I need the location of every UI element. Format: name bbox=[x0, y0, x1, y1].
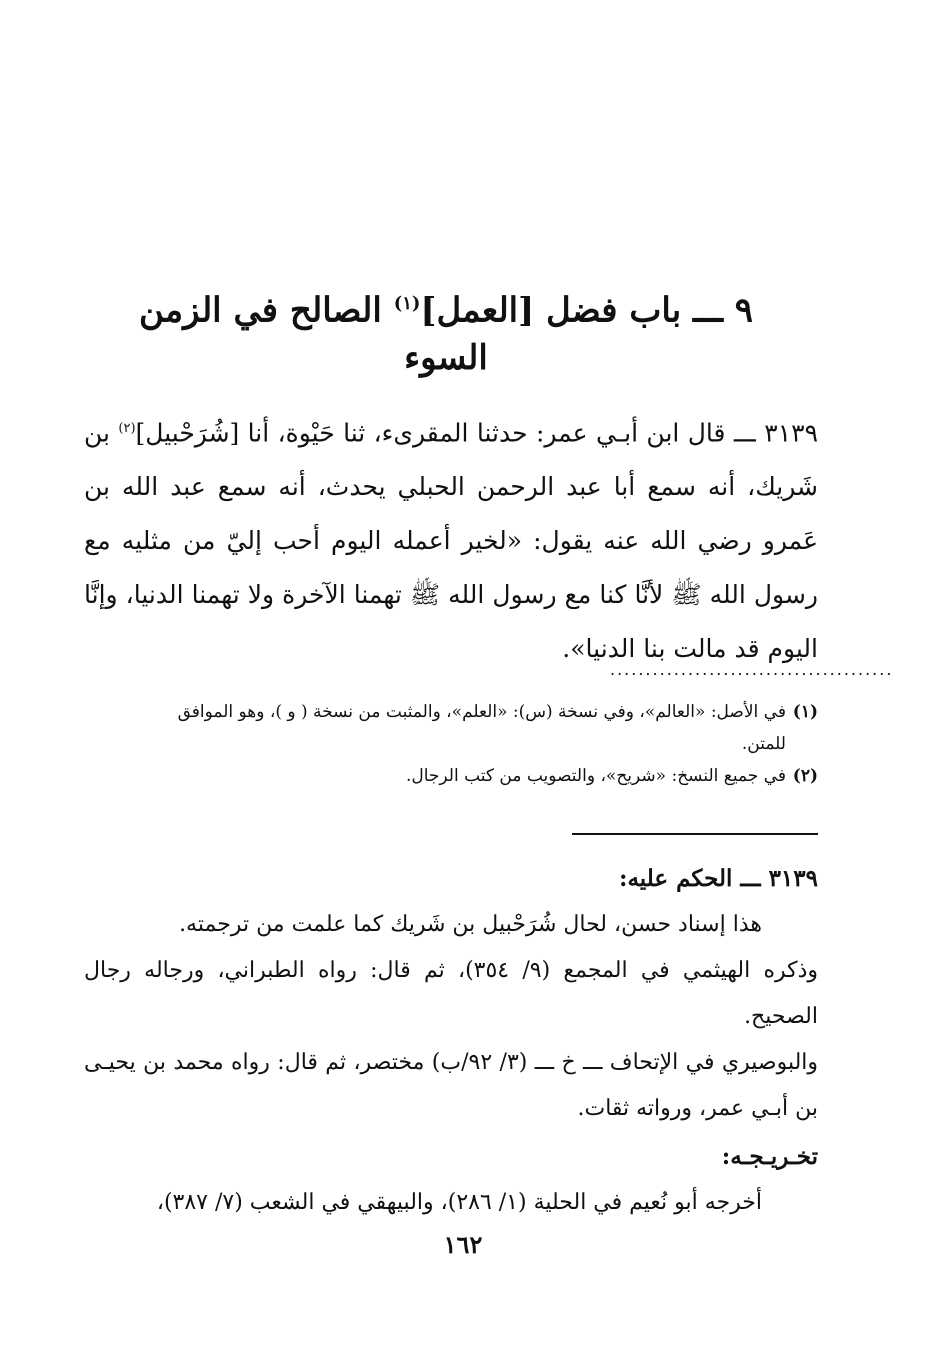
ruling-section bbox=[84, 856, 818, 1226]
hadith-text-part1: ٣١٣٩ ـــ قال ابن أبـي عمر: حدثنا المقرىء، ثنا حَيْوة، أنا [شُرَحْبيل] bbox=[135, 418, 819, 448]
ruling-paragraph-3: والبوصيري في الإتحاف ـــ خ ـــ (٣/ ٩٢/ب) مختصر، ثم قال: رواه محمد بن يحيـى بن أبـي عمر، ورواته ثقات. bbox=[84, 1050, 819, 1121]
chapter-title-text: ٩ ـــ باب فضل [العمل] bbox=[420, 290, 754, 331]
footnote-2 bbox=[84, 760, 818, 792]
takhrij-paragraph-1: أخرجه أبو نُعيم في الحلية (١/ ٢٨٦)، والبيهقي في الشعب (٧/ ٣٨٧)، bbox=[156, 1190, 762, 1215]
footnote-1-continuation: للمتن. bbox=[741, 734, 786, 754]
footnote-2-number: (٢) bbox=[792, 766, 818, 786]
ruling-paragraph-1: هذا إسناد حسن، لحال شُرَحْبيل بن شَريك كما علمت من ترجمته. bbox=[179, 912, 762, 937]
ruling-heading: ٣١٣٩ ـــ الحكم عليه: bbox=[618, 865, 818, 892]
footnote-1 bbox=[84, 696, 818, 728]
footnote-2-text: في جميع النسخ: «شريح»، والتصويب من كتب الرجال. bbox=[405, 766, 786, 786]
hadith-text bbox=[84, 402, 818, 676]
page-number: ١٦٢ bbox=[443, 1230, 483, 1259]
footnotes bbox=[84, 696, 818, 792]
hadith-text-part2: بن شَريك، أنه سمع أبا عبد الرحمن الحبلي يحدث، أنه سمع عبد الله بن عَمرو رضي الله عنه يقول: «لخير أعمله اليوم أحب إليّ من مثليه مع رسول الله ﷺ لأنَّا كنا مع رسول الله ﷺ تهمنا الآخرة ولا تهمنا الدنيا، وإنَّا اليوم قد مالت بنا الدنيا». bbox=[84, 418, 818, 664]
chapter-title-footnote-ref: (١) bbox=[393, 293, 421, 314]
takhrij-heading: تخـريـجـه: bbox=[721, 1143, 818, 1170]
separator-dots: ........................................ bbox=[610, 660, 894, 679]
section-divider bbox=[572, 833, 818, 835]
hadith-footnote-ref: (٢) bbox=[118, 421, 136, 436]
footnote-1-number: (١) bbox=[792, 702, 818, 722]
footnote-1-text: في الأصل: «العالم»، وفي نسخة (س): «العلم»، والمثبت من نسخة ( و )، وهو الموافق bbox=[177, 702, 786, 722]
chapter-title bbox=[110, 280, 782, 382]
ruling-paragraph-2: وذكره الهيثمي في المجمع (٩/ ٣٥٤)، ثم قال: رواه الطبراني، ورجاله رجال الصحيح. bbox=[84, 958, 819, 1029]
chapter-title-text-end: الصالح في الزمن السوء bbox=[138, 290, 488, 379]
